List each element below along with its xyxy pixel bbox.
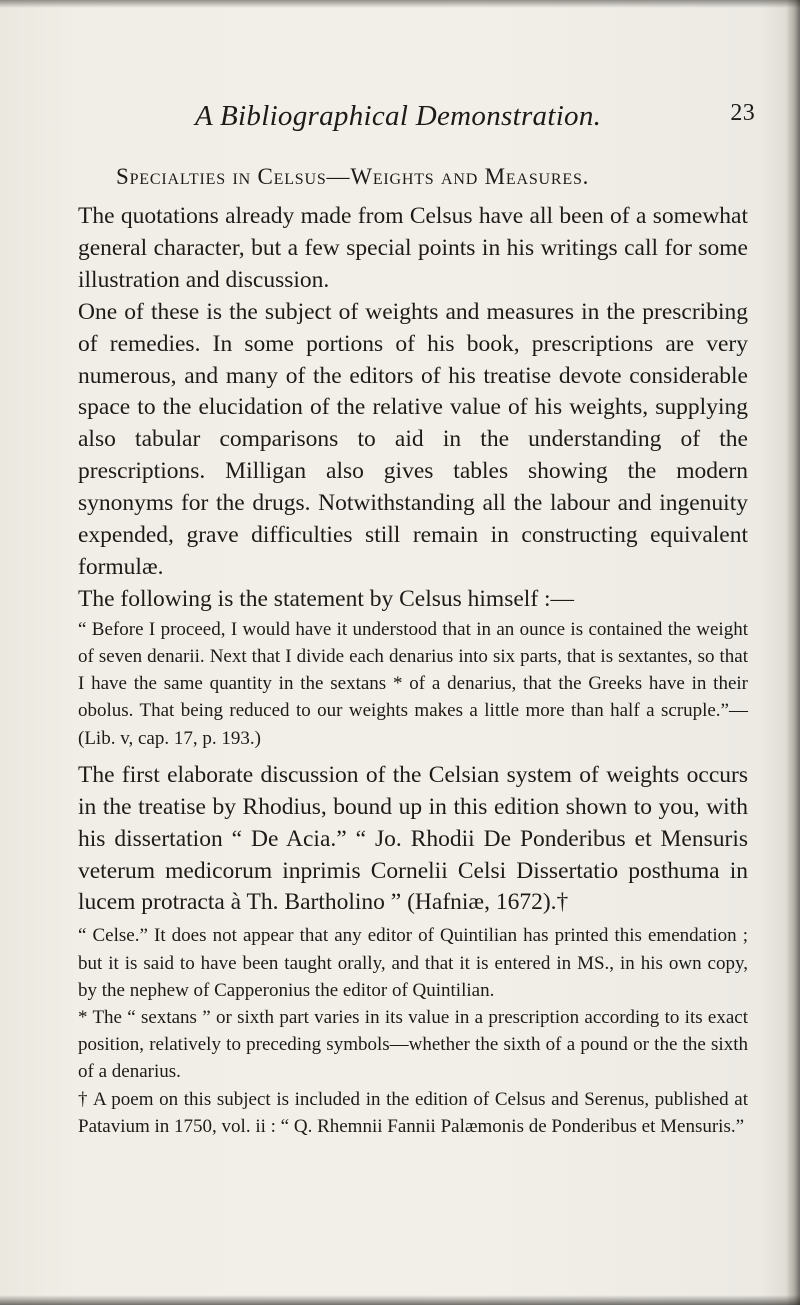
page-top-shadow: [0, 0, 800, 8]
page-edge-shadow: [786, 0, 800, 1305]
block-quote-celsus: “ Before I proceed, I would have it understood that in an ounce is contained the weight of seven denarii. Next that I divide each denarius into six parts, that is sextantes, so that I have the same quantity in the sextans * of a denarius, that the Greeks have in their obolus. That being reduced to our weights makes a little more than half a scruple.”—(Lib. v, cap. 17, p. 193.): [78, 618, 748, 749]
section-title: Specialties in Celsus—Weights and Measures.: [116, 164, 590, 189]
paragraph-weights: One of these is the subject of weights and measures in the prescribing of remedies. In some portions of his book, prescriptions are very numerous, and many of the editors of his treatise devote considerable space to the elucidation of the relative value of his weights, supplying also tabular comparisons to aid in the understanding of the prescriptions. Milligan also gives tables showing the modern synonyms for the drugs. Notwithstanding all the labour and ingenuity expended, grave difficulties still remain in constructing equivalent formulæ.: [78, 298, 748, 580]
footnote-poem: † A poem on this subject is included in the edition of Celsus and Serenus, published at Patavium in 1750, vol. ii : “ Q. Rhemnii Fannii Palæmonis de Ponderibus et Mensuris.”: [78, 1088, 748, 1137]
footnote-celse: “ Celse.” It does not appear that any editor of Quintilian has printed this emendation ; but it is said to have been taught orally, and that it is entered in MS., in his own copy, by the nephew of Capperonius the editor of Quintilian.: [78, 925, 748, 1001]
page-body: [78, 201, 748, 1140]
footnote-sextans: * The “ sextans ” or sixth part varies in its value in a prescription according to its exact position, relatively to preceding symbols—whether the sixth of a pound or the the sixth of a denarius.: [78, 1006, 748, 1083]
paragraph-statement-lead: The following is the statement by Celsus himself :—: [78, 585, 575, 612]
paragraph-intro: The quotations already made from Celsus have all been of a somewhat general character, but a few special points in his writings call for some illustration and discussion.: [78, 203, 748, 293]
paragraph-rhodius: The first elaborate discussion of the Celsian system of weights occurs in the treatise by Rhodius, bound up in this edition shown to you, with his dissertation “ De Acia.” “ Jo. Rhodii De Ponderibus et Mensuris veterum medicorum inprimis Cornelii Celsi Dissertatio posthuma in lucem protracta à Th. Bartholino ” (Hafniæ, 1672).†: [78, 761, 748, 916]
running-head-title: A Bibliographical Demonstration.: [195, 100, 602, 132]
page-bottom-shadow: [0, 1295, 800, 1305]
page-number: 23: [730, 100, 755, 126]
